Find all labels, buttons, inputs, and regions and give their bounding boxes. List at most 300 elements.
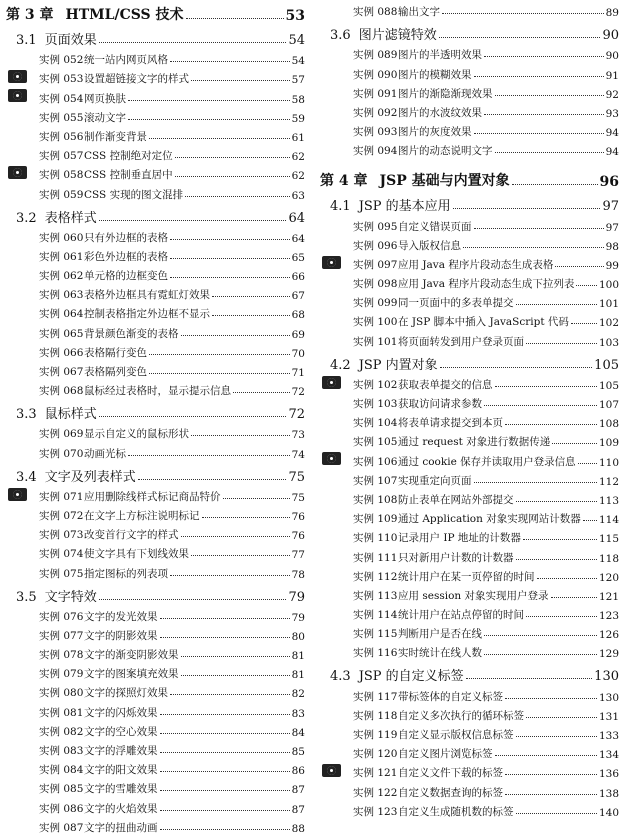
toc-entry-title xyxy=(353,314,569,329)
toc-entry-text: 网页换肤 xyxy=(84,92,126,105)
toc-item-entry[interactable] xyxy=(6,106,305,125)
toc-item-entry[interactable] xyxy=(320,742,619,761)
toc-entry-title xyxy=(39,364,147,379)
toc-entry-title xyxy=(353,765,503,780)
page-number: 120 xyxy=(598,571,619,584)
video-cd-icon xyxy=(322,452,341,465)
toc-section-entry[interactable] xyxy=(320,19,619,43)
page-number: 108 xyxy=(598,418,619,431)
toc-entry-number: 实例 065 xyxy=(39,327,84,340)
page-number: 54 xyxy=(288,33,305,48)
toc-entry-text: 获取表单提交的信息 xyxy=(398,378,493,391)
toc-entry-text: 将页面转发到用户登录页面 xyxy=(398,335,524,348)
toc-entry-text: 自定义显示版权信息标签 xyxy=(398,729,514,741)
toc-entry-title xyxy=(39,249,168,264)
dot-leader xyxy=(191,80,290,81)
page-number: 99 xyxy=(605,259,619,272)
toc-entry-number: 实例 058 xyxy=(39,169,84,182)
toc-item-entry[interactable] xyxy=(320,565,619,584)
toc-item-entry[interactable] xyxy=(6,681,305,700)
toc-entry-number: 实例 074 xyxy=(39,548,84,561)
dot-leader xyxy=(474,482,597,483)
toc-entry-number: 实例 087 xyxy=(39,821,84,834)
toc-item-entry[interactable] xyxy=(320,214,619,233)
dot-leader xyxy=(516,559,597,560)
toc-entry-text: 图片的半透明效果 xyxy=(398,49,482,62)
toc-entry-title xyxy=(39,685,168,700)
toc-entry-number: 实例 091 xyxy=(353,87,398,100)
page-number: 126 xyxy=(598,629,619,642)
toc-item-entry[interactable] xyxy=(320,622,619,641)
toc-item-entry[interactable] xyxy=(320,253,619,272)
page-number: 72 xyxy=(291,386,305,399)
toc-entry-number: 实例 114 xyxy=(353,609,398,622)
toc-item-entry[interactable] xyxy=(320,310,619,329)
toc-entry-text: 统计用户在站点停留的时间 xyxy=(398,609,524,622)
toc-section-entry[interactable] xyxy=(320,660,619,684)
toc-item-entry[interactable] xyxy=(6,777,305,796)
page-number: 130 xyxy=(594,669,619,685)
toc-item-entry[interactable] xyxy=(320,507,619,526)
toc-section-entry[interactable] xyxy=(6,398,305,422)
dot-leader xyxy=(185,196,290,197)
toc-entry-number: 实例 095 xyxy=(353,220,398,233)
toc-item-entry[interactable] xyxy=(320,120,619,139)
toc-item-entry[interactable] xyxy=(6,67,305,86)
page-number: 75 xyxy=(288,469,305,485)
toc-item-entry[interactable] xyxy=(6,720,305,739)
toc-entry-number: 实例 071 xyxy=(39,490,84,503)
toc-entry-title xyxy=(39,820,158,835)
toc-section-entry[interactable] xyxy=(6,202,305,226)
dot-leader xyxy=(578,463,597,464)
page-number: 64 xyxy=(288,210,305,226)
page-number: 118 xyxy=(598,552,619,565)
dot-leader xyxy=(552,443,597,444)
page-number: 78 xyxy=(291,568,305,581)
toc-entry-text: 文字的图案填充效果 xyxy=(84,668,179,681)
toc-item-entry[interactable] xyxy=(6,422,305,441)
toc-entry-title xyxy=(16,207,97,226)
toc-section-entry[interactable] xyxy=(320,349,619,373)
page-number: 115 xyxy=(598,533,619,546)
toc-entry-text: 记录用户 IP 地址的计数器 xyxy=(398,532,521,545)
dot-leader xyxy=(484,114,604,115)
toc-right-column xyxy=(320,0,619,819)
page-number: 59 xyxy=(291,112,305,125)
video-cd-icon xyxy=(8,70,27,83)
toc-item-entry[interactable] xyxy=(6,163,305,182)
toc-entry-title xyxy=(6,4,184,24)
page-number: 87 xyxy=(291,784,305,797)
toc-entry-title xyxy=(353,67,472,82)
page-number: 64 xyxy=(291,232,305,245)
toc-entry-title xyxy=(39,743,158,758)
toc-entry-title xyxy=(353,530,521,545)
toc-entry-text: 图片的灰度效果 xyxy=(398,126,472,139)
toc-item-entry[interactable] xyxy=(320,139,619,158)
toc-item-entry[interactable] xyxy=(320,469,619,488)
page-number: 70 xyxy=(291,347,305,360)
toc-entry-title xyxy=(353,415,503,430)
toc-entry-title xyxy=(39,609,158,624)
toc-item-entry[interactable] xyxy=(6,144,305,163)
toc-item-entry[interactable] xyxy=(6,643,305,662)
dot-leader xyxy=(149,373,290,374)
toc-item-entry[interactable] xyxy=(320,62,619,81)
toc-item-entry[interactable] xyxy=(320,101,619,120)
dot-leader xyxy=(99,220,287,221)
toc-entry-number: 第 4 章 xyxy=(320,173,368,190)
toc-entry-text: 将表单请求提交到本页 xyxy=(398,417,503,430)
toc-entry-text: 图片的模糊效果 xyxy=(398,68,472,81)
page-number: 109 xyxy=(598,437,619,450)
toc-entry-title xyxy=(353,143,493,158)
toc-entry-text: 文字的闪烁效果 xyxy=(84,706,158,719)
toc-entry-text: 文字的探照灯效果 xyxy=(84,687,168,700)
toc-item-entry[interactable] xyxy=(320,684,619,703)
toc-entry-title xyxy=(353,785,503,800)
toc-item-entry[interactable] xyxy=(6,758,305,777)
toc-entry-text: 文字的空心效果 xyxy=(84,725,158,738)
toc-entry-number: 实例 088 xyxy=(353,6,398,19)
toc-entry-title xyxy=(39,230,168,245)
dot-leader xyxy=(160,733,290,734)
toc-section-entry[interactable] xyxy=(6,581,305,605)
toc-entry-number: 实例 060 xyxy=(39,231,84,244)
toc-entry-text: CSS 控制绝对定位 xyxy=(84,150,173,163)
dot-leader xyxy=(128,455,290,456)
toc-item-entry[interactable] xyxy=(320,430,619,449)
toc-item-entry[interactable] xyxy=(6,662,305,681)
page-number: 102 xyxy=(598,317,619,330)
page-number: 97 xyxy=(605,221,619,234)
page-number: 101 xyxy=(598,298,619,311)
toc-item-entry[interactable] xyxy=(320,272,619,291)
dot-leader xyxy=(160,752,290,753)
dot-leader xyxy=(474,133,604,134)
toc-entry-title xyxy=(39,705,158,720)
toc-item-entry[interactable] xyxy=(320,526,619,545)
toc-entry-title xyxy=(353,124,472,139)
toc-entry-title xyxy=(353,473,472,488)
dot-leader xyxy=(170,277,290,278)
toc-entry-number: 实例 083 xyxy=(39,745,84,757)
toc-item-entry[interactable] xyxy=(320,411,619,430)
dot-leader xyxy=(160,790,290,791)
toc-entry-text: 自定义错误页面 xyxy=(398,220,472,233)
page-number: 65 xyxy=(291,251,305,264)
dot-leader xyxy=(474,76,604,77)
toc-left-column xyxy=(6,0,305,835)
page-number: 88 xyxy=(291,822,305,835)
toc-item-entry[interactable] xyxy=(6,341,305,360)
toc-entry-number: 实例 086 xyxy=(39,802,84,815)
toc-entry-number: 实例 073 xyxy=(39,529,84,542)
dot-leader xyxy=(442,13,604,14)
page-number: 84 xyxy=(291,726,305,739)
toc-entry-text: 应用 Java 程序片段动态生成下拉列表 xyxy=(398,278,575,291)
dot-leader xyxy=(495,386,597,387)
dot-leader xyxy=(160,618,290,619)
toc-item-entry[interactable] xyxy=(320,0,619,19)
toc-item-entry[interactable] xyxy=(6,796,305,815)
toc-item-entry[interactable] xyxy=(320,761,619,780)
toc-entry-text: 统计用户在某一页停留的时间 xyxy=(398,570,535,583)
toc-section-entry[interactable] xyxy=(6,24,305,48)
dot-leader xyxy=(99,42,287,43)
dot-leader xyxy=(170,575,290,576)
dot-leader xyxy=(463,247,604,248)
toc-entry-text: 自定义数据查询的标签 xyxy=(398,786,503,799)
toc-entry-title xyxy=(16,29,97,48)
toc-item-entry[interactable] xyxy=(6,561,305,580)
toc-entry-title xyxy=(353,276,574,291)
toc-entry-text: 自定义文件下载的标签 xyxy=(398,767,503,780)
toc-entry-text: HTML/CSS 技术 xyxy=(65,7,184,23)
toc-entry-number: 实例 119 xyxy=(353,729,398,741)
toc-entry-text: 只对新用户计数的计数器 xyxy=(398,551,514,564)
toc-entry-title xyxy=(353,689,503,704)
toc-entry-title xyxy=(39,489,221,504)
toc-entry-number: 实例 118 xyxy=(353,709,398,722)
toc-entry-title xyxy=(353,804,514,819)
toc-item-entry[interactable] xyxy=(6,245,305,264)
page-number: 94 xyxy=(605,146,619,159)
toc-item-entry[interactable] xyxy=(6,283,305,302)
toc-item-entry[interactable] xyxy=(6,624,305,643)
toc-entry-text: 带标签体的自定义标签 xyxy=(398,690,503,703)
toc-item-entry[interactable] xyxy=(320,329,619,348)
toc-entry-text: 表格隔列变色 xyxy=(84,366,147,378)
toc-entry-text: 制作渐变背景 xyxy=(84,130,147,143)
toc-entry-text: 文字的阳文效果 xyxy=(84,764,158,777)
toc-entry-text: 彩色外边框的表格 xyxy=(84,250,168,263)
toc-entry-number: 实例 099 xyxy=(353,297,398,310)
toc-entry-text: 导入版权信息 xyxy=(398,239,461,252)
toc-entry-title xyxy=(353,746,493,761)
dot-leader xyxy=(440,367,592,368)
toc-entry-number: 实例 092 xyxy=(353,106,398,119)
dot-leader xyxy=(181,536,290,537)
toc-item-entry[interactable] xyxy=(6,48,305,67)
dot-leader xyxy=(160,771,290,772)
page-number: 91 xyxy=(605,69,619,82)
toc-entry-text: JSP 内置对象 xyxy=(358,357,438,373)
page-number: 76 xyxy=(291,530,305,543)
page-number: 129 xyxy=(598,648,619,661)
toc-item-entry[interactable] xyxy=(6,504,305,523)
dot-leader xyxy=(223,498,290,499)
toc-entry-text: 文字的阴影效果 xyxy=(84,629,158,642)
toc-entry-text: 实时统计在线人数 xyxy=(398,647,482,660)
toc-entry-number: 3.4 xyxy=(16,469,37,485)
toc-entry-number: 实例 055 xyxy=(39,111,84,124)
toc-item-entry[interactable] xyxy=(6,441,305,460)
page-number: 138 xyxy=(598,787,619,800)
page-number: 89 xyxy=(605,7,619,20)
toc-entry-number: 4.1 xyxy=(330,199,351,215)
toc-item-entry[interactable] xyxy=(6,542,305,561)
toc-item-entry[interactable] xyxy=(6,360,305,379)
dot-leader xyxy=(495,152,604,153)
toc-entry-number: 3.2 xyxy=(16,210,37,226)
toc-item-entry[interactable] xyxy=(6,523,305,542)
toc-entry-title xyxy=(353,47,482,62)
toc-item-entry[interactable] xyxy=(6,125,305,144)
toc-item-entry[interactable] xyxy=(320,488,619,507)
toc-item-entry[interactable] xyxy=(6,264,305,283)
toc-entry-number: 实例 067 xyxy=(39,366,84,378)
toc-item-entry[interactable] xyxy=(6,485,305,504)
dot-leader xyxy=(516,501,597,502)
toc-entry-number: 实例 082 xyxy=(39,725,84,738)
toc-item-entry[interactable] xyxy=(320,641,619,660)
toc-item-entry[interactable] xyxy=(6,321,305,340)
toc-entry-number: 实例 108 xyxy=(353,493,398,506)
toc-entry-title xyxy=(39,268,168,283)
toc-entry-text: 文字的扭曲动画 xyxy=(84,821,158,834)
toc-item-entry[interactable] xyxy=(6,605,305,624)
dot-leader xyxy=(474,228,604,229)
toc-item-entry[interactable] xyxy=(320,291,619,310)
page-number: 98 xyxy=(605,240,619,253)
toc-entry-title xyxy=(39,110,126,125)
toc-item-entry[interactable] xyxy=(320,234,619,253)
page-number: 67 xyxy=(291,290,305,303)
toc-entry-title xyxy=(330,24,437,43)
toc-entry-title xyxy=(39,326,179,341)
toc-item-entry[interactable] xyxy=(320,584,619,603)
toc-item-entry[interactable] xyxy=(6,379,305,398)
toc-entry-title xyxy=(353,511,581,526)
dot-leader xyxy=(516,736,597,737)
toc-entry-title xyxy=(330,665,464,684)
toc-item-entry[interactable] xyxy=(6,739,305,758)
toc-entry-number: 实例 097 xyxy=(353,258,398,271)
toc-chapter-entry[interactable] xyxy=(6,0,305,24)
toc-chapter-entry[interactable] xyxy=(320,166,619,190)
page-number: 92 xyxy=(605,88,619,101)
toc-entry-title xyxy=(330,354,438,373)
toc-item-entry[interactable] xyxy=(320,43,619,62)
toc-item-entry[interactable] xyxy=(6,182,305,201)
toc-entry-title xyxy=(39,426,189,441)
toc-entry-title xyxy=(39,167,173,182)
page-number: 58 xyxy=(291,93,305,106)
toc-item-entry[interactable] xyxy=(320,780,619,799)
page-number: 62 xyxy=(291,151,305,164)
toc-item-entry[interactable] xyxy=(320,704,619,723)
toc-entry-number: 实例 056 xyxy=(39,130,84,143)
dot-leader xyxy=(439,37,601,38)
dot-leader xyxy=(170,694,290,695)
toc-entry-number: 实例 054 xyxy=(39,92,84,105)
toc-item-entry[interactable] xyxy=(6,302,305,321)
toc-entry-title xyxy=(16,466,136,485)
dot-leader xyxy=(212,315,290,316)
toc-entry-text: 获取访问请求参数 xyxy=(398,398,482,410)
toc-entry-number: 实例 090 xyxy=(353,68,398,81)
toc-item-entry[interactable] xyxy=(320,723,619,742)
toc-item-entry[interactable] xyxy=(320,82,619,101)
toc-entry-title xyxy=(39,628,158,643)
toc-entry-text: 在文字上方标注说明标记 xyxy=(84,509,200,522)
page-number: 113 xyxy=(598,494,619,507)
toc-entry-number: 实例 061 xyxy=(39,250,84,263)
toc-entry-text: 设置超链接文字的样式 xyxy=(84,73,189,86)
toc-entry-number: 实例 110 xyxy=(353,532,398,545)
dot-leader xyxy=(571,323,597,324)
toc-entry-text: 表格样式 xyxy=(44,210,97,226)
toc-entry-title xyxy=(353,434,550,449)
toc-item-entry[interactable] xyxy=(320,603,619,622)
toc-entry-text: 鼠标经过表格时，显示提示信息 xyxy=(84,385,231,398)
page-number: 69 xyxy=(291,328,305,341)
toc-entry-title xyxy=(320,170,510,190)
page-number: 105 xyxy=(598,379,619,392)
toc-entry-number: 实例 102 xyxy=(353,378,398,391)
toc-entry-number: 实例 094 xyxy=(353,145,398,158)
dot-leader xyxy=(99,416,287,417)
toc-entry-number: 第 3 章 xyxy=(6,7,54,23)
toc-entry-number: 实例 068 xyxy=(39,385,84,398)
toc-entry-number: 实例 111 xyxy=(353,551,398,564)
toc-entry-title xyxy=(353,708,524,723)
toc-item-entry[interactable] xyxy=(320,373,619,392)
toc-section-entry[interactable] xyxy=(6,461,305,485)
toc-item-entry[interactable] xyxy=(320,449,619,468)
page-number: 103 xyxy=(598,336,619,349)
video-cd-icon xyxy=(8,166,27,179)
toc-entry-number: 实例 079 xyxy=(39,668,84,681)
toc-entry-title xyxy=(39,71,189,86)
toc-entry-number: 实例 063 xyxy=(39,289,84,302)
dot-leader xyxy=(495,755,597,756)
toc-item-entry[interactable] xyxy=(320,800,619,819)
toc-entry-number: 实例 116 xyxy=(353,647,398,660)
toc-entry-number: 实例 077 xyxy=(39,629,84,642)
page-number: 76 xyxy=(291,510,305,523)
dot-leader xyxy=(537,578,597,579)
toc-entry-text: 应用 session 对象实现用户登录 xyxy=(398,589,549,602)
page-number: 66 xyxy=(291,271,305,284)
toc-entry-number: 实例 070 xyxy=(39,447,84,460)
dot-leader xyxy=(202,517,290,518)
toc-entry-text: 判断用户是否在线 xyxy=(398,628,482,641)
toc-item-entry[interactable] xyxy=(6,816,305,835)
dot-leader xyxy=(170,239,290,240)
toc-entry-number: 实例 103 xyxy=(353,398,398,410)
toc-entry-title xyxy=(353,4,440,19)
toc-entry-number: 实例 096 xyxy=(353,239,398,252)
toc-item-entry[interactable] xyxy=(6,86,305,105)
page-number: 83 xyxy=(291,707,305,720)
toc-section-entry[interactable] xyxy=(320,190,619,214)
dot-leader xyxy=(138,479,287,480)
toc-entry-text: 自定义图片浏览标签 xyxy=(398,748,493,761)
dot-leader xyxy=(583,520,597,521)
toc-entry-text: 自定义多次执行的循环标签 xyxy=(398,709,524,722)
toc-entry-title xyxy=(353,257,553,272)
toc-entry-number: 实例 117 xyxy=(353,690,398,703)
toc-item-entry[interactable] xyxy=(6,226,305,245)
toc-item-entry[interactable] xyxy=(6,700,305,719)
toc-item-entry[interactable] xyxy=(320,545,619,564)
toc-entry-title xyxy=(39,383,231,398)
video-cd-icon xyxy=(322,256,341,269)
toc-item-entry[interactable] xyxy=(320,392,619,411)
